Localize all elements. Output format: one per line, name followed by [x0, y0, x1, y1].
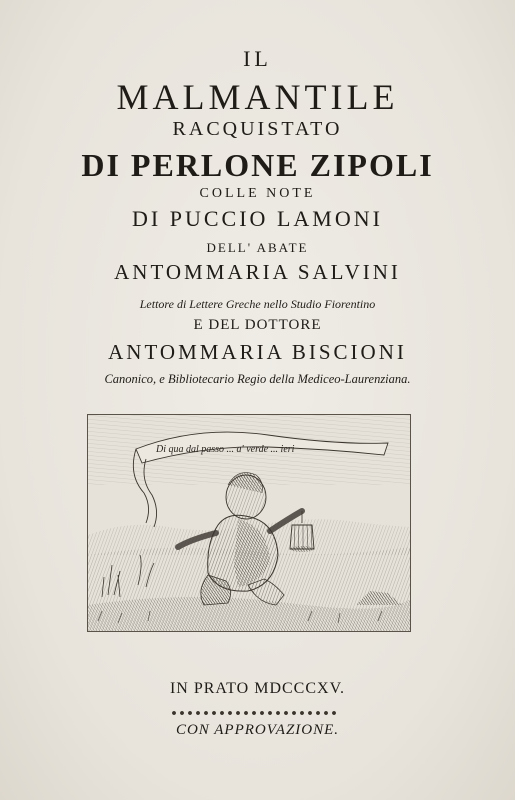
dotted-rule	[170, 709, 336, 717]
salvini-name: ANTOMMARIA SALVINI	[114, 260, 401, 284]
imprint: IN PRATO MDCCCXV.	[169, 680, 346, 697]
abate-line: DELL' ABATE	[206, 240, 309, 255]
biscioni-name: ANTOMMARIA BISCIONI	[108, 340, 407, 364]
book-title: MALMANTILE	[116, 77, 399, 117]
vignette-motto: Di qua dal passo ... a' verde ... ieri	[156, 444, 295, 455]
salvini-title: Lettore di Lettere Greche nello Studio Fiorentino	[139, 297, 376, 311]
notes-line: COLLE NOTE	[199, 186, 316, 201]
approval-line: CON APPROVAZIONE.	[175, 722, 340, 738]
book-subtitle: RACQUISTATO	[172, 118, 343, 140]
biscioni-title: Canonico, e Bibliotecario Regio della Mediceo-Laurenziana.	[104, 372, 411, 386]
annotator-line: DI PUCCIO LAMONI	[132, 206, 383, 231]
engraved-vignette	[87, 414, 411, 632]
title-article: IL	[243, 46, 272, 71]
vignette-illustration	[88, 415, 410, 631]
dottore-line: E DEL DOTTORE	[193, 317, 322, 333]
author-line: DI PERLONE ZIPOLI	[81, 147, 434, 183]
